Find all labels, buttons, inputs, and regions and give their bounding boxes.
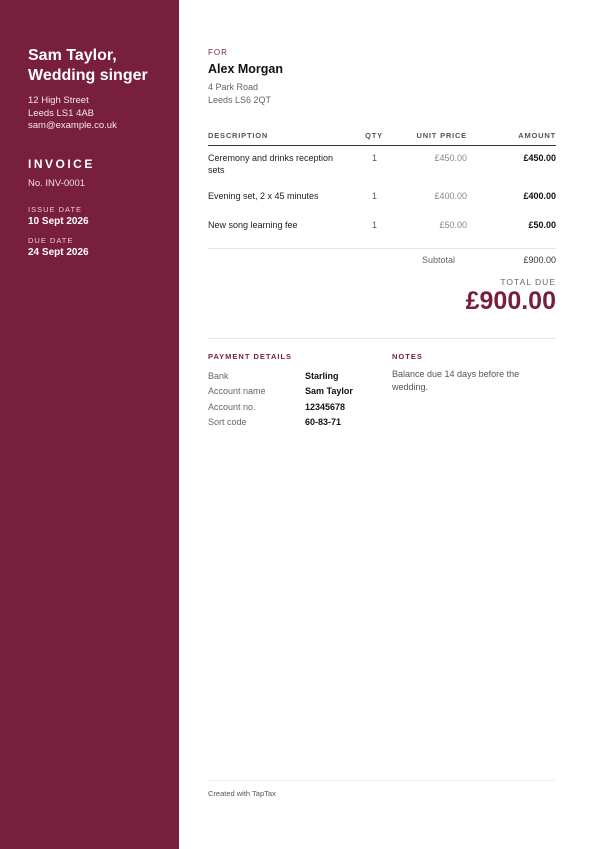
notes-heading: NOTES	[392, 352, 423, 361]
payment-row	[208, 415, 378, 431]
invoice-title: INVOICE	[28, 156, 95, 171]
payment-details-heading: PAYMENT DETAILS	[208, 352, 293, 361]
subtotal-value: £900.00	[523, 255, 556, 265]
item-qty: 1	[371, 191, 377, 201]
seller-email: sam@example.co.uk	[28, 120, 117, 131]
payment-label: Bank	[208, 370, 229, 381]
seller-address-line: Leeds LS1 4AB	[28, 107, 95, 119]
client-address-line: 4 Park Road	[208, 82, 259, 92]
subtotal-divider	[208, 248, 556, 249]
item-amount: £450.00	[523, 153, 556, 163]
client-address-line: Leeds LS6 2QT	[208, 94, 272, 105]
item-description: New song learning fee	[208, 220, 298, 230]
payment-label: Sort code	[208, 417, 247, 428]
table-row	[208, 184, 556, 213]
payment-label: Account no.	[208, 401, 256, 412]
header-amount: AMOUNT	[518, 130, 556, 140]
item-unit-price: £450.00	[434, 153, 467, 163]
seller-name: Sam Taylor, Wedding singer	[28, 47, 148, 84]
header-qty: QTY	[365, 130, 383, 140]
total-due-value: £900.00	[465, 287, 556, 315]
item-description: Evening set, 2 x 45 minutes	[208, 191, 319, 201]
seller-address	[28, 95, 179, 133]
payment-value: 12345678	[305, 401, 346, 412]
due-date-label: DUE DATE	[28, 235, 74, 245]
item-unit-price: £400.00	[434, 191, 467, 201]
seller-address-line: 12 High Street	[28, 95, 89, 106]
item-unit-price: £50.00	[439, 220, 467, 230]
payment-value: Starling	[305, 370, 339, 381]
invoice-number: No. INV-0001	[28, 177, 86, 189]
notes-text: Balance due 14 days before the wedding.	[392, 369, 520, 392]
header-unit-price: UNIT PRICE	[416, 130, 467, 140]
due-date-value: 24 Sept 2026	[28, 246, 89, 258]
table-row	[208, 213, 556, 242]
client-address	[208, 81, 271, 106]
table-header	[208, 125, 556, 146]
payment-label: Account name	[208, 386, 266, 397]
footer-divider	[208, 780, 556, 781]
item-qty: 1	[371, 153, 377, 163]
payment-value: Sam Taylor	[305, 386, 353, 397]
item-amount: £50.00	[528, 220, 556, 230]
due-date-block	[28, 236, 179, 258]
total-due-label: TOTAL DUE	[500, 277, 556, 287]
section-divider	[208, 338, 556, 339]
payment-value: 60-83-71	[305, 417, 342, 428]
issue-date-value: 10 Sept 2026	[28, 215, 89, 227]
payment-row	[208, 384, 378, 400]
issue-date-block	[28, 205, 179, 227]
header-description: DESCRIPTION	[208, 130, 269, 140]
payment-row	[208, 399, 378, 415]
item-description: Ceremony and drinks reception sets	[208, 153, 334, 175]
table-row	[208, 146, 556, 184]
sidebar	[0, 0, 179, 849]
issue-date-label: ISSUE DATE	[28, 204, 83, 214]
payment-row	[208, 368, 378, 384]
invoice-body	[208, 0, 556, 849]
line-items-table	[208, 125, 556, 242]
payment-details	[208, 368, 378, 430]
for-label: FOR	[208, 48, 228, 57]
client-name: Alex Morgan	[208, 62, 284, 76]
subtotal-label: Subtotal	[422, 255, 456, 265]
item-qty: 1	[371, 220, 377, 230]
item-amount: £400.00	[523, 191, 556, 201]
footer-credit: Created with TapTax	[208, 789, 276, 798]
